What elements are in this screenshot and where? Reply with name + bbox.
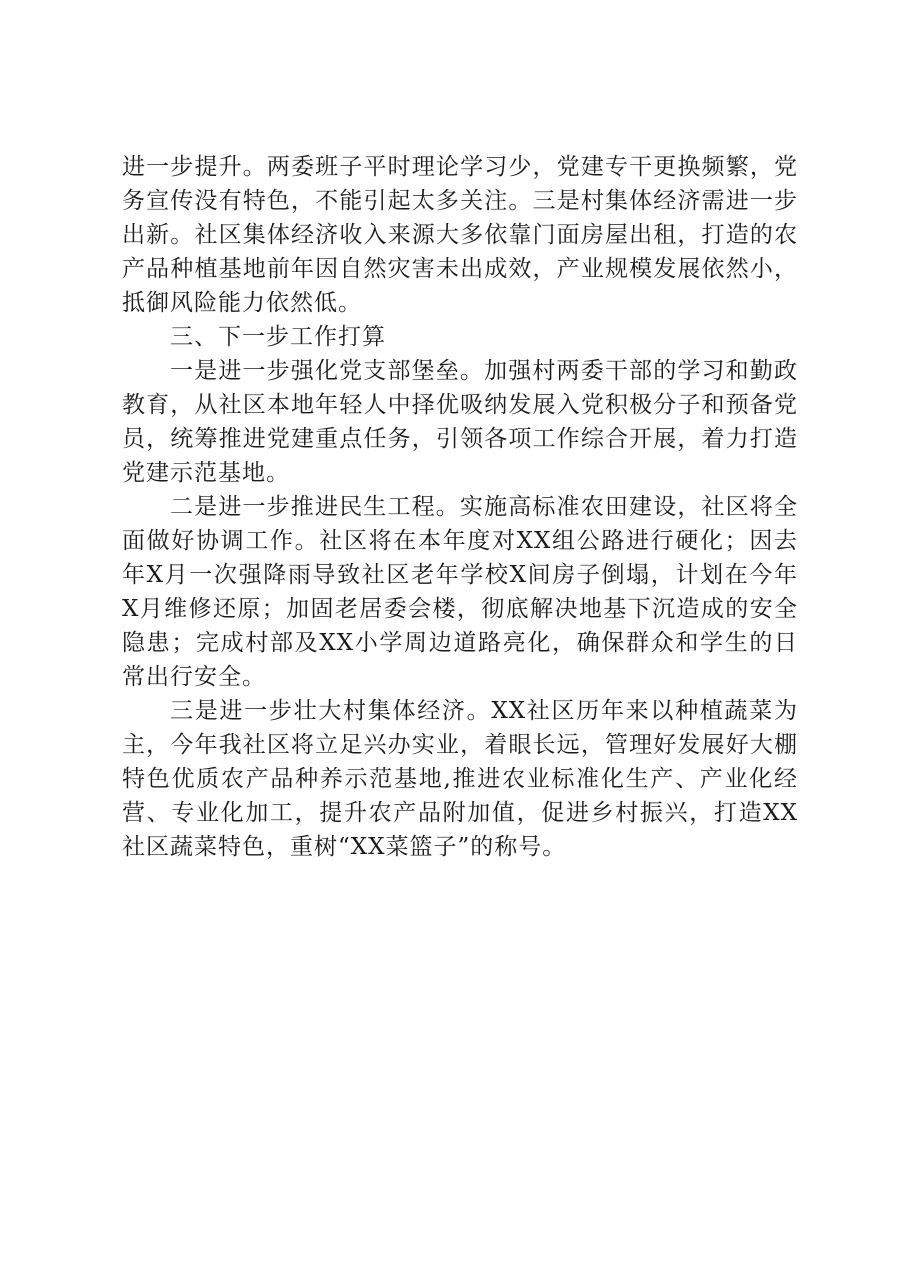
paragraph-livelihood: 二是进一步推进民生工程。实施高标准农田建设，社区将全面做好协调工作。社区将在本年度对XX组公路进行硬化；因去年X月一次强降雨导致社区老年学校X间房子倒塌，计划在今年X月维修还原；加固老居委会楼，彻底解决地基下沉造成的安全隐患；完成村部及XX小学周边道路亮化，确保群众和学生的日常出行安全。	[122, 494, 798, 690]
section-heading: 三、下一步工作打算	[170, 324, 386, 350]
paragraph-continuation: 进一步提升。两委班子平时理论学习少，党建专干更换频繁，党务宣传没有特色，不能引起太多关注。三是村集体经济需进一步出新。社区集体经济收入来源大多依靠门面房屋出租，打造的农产品种植基地前年因自然灾害未出成效，产业规模发展依然小，抵御风险能力依然低。	[122, 154, 798, 316]
document-body	[122, 150, 798, 864]
paragraph-party-branch: 一是进一步强化党支部堡垒。加强村两委干部的学习和勤政教育，从社区本地年轻人中择优吸纳发展入党积极分子和预备党员，统筹推进党建重点任务，引领各项工作综合开展，着力打造党建示范基地。	[122, 358, 798, 486]
paragraph-collective-economy: 三是进一步壮大村集体经济。XX社区历年来以种植蔬菜为主，今年我社区将立足兴办实业，着眼长远，管理好发展好大棚特色优质农产品种养示范基地,推进农业标准化生产、产业化经营、专业化加工，提升农产品附加值，促进乡村振兴，打造XX社区蔬菜特色，重树“XX菜篮子”的称号。	[122, 698, 798, 860]
